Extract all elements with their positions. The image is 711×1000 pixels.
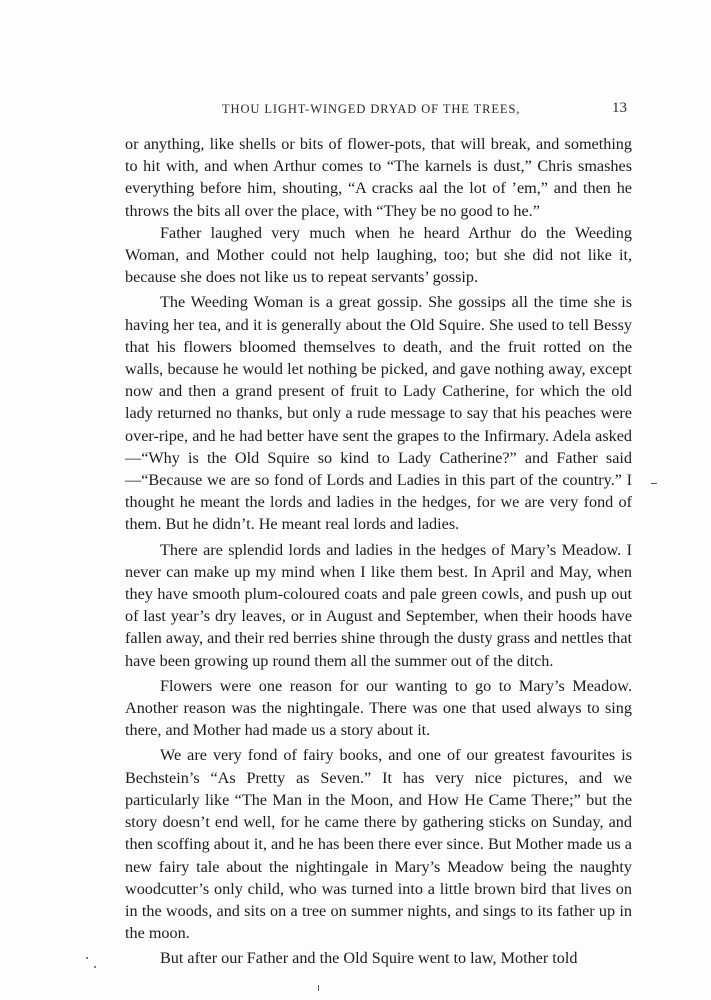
paragraph-1: or anything, like shells or bits of flower-pots, that will break, and something to hit with, and when Arthur comes to “The karnels is dust,” Chris smashes everything before him, shouting, “A cracks aal the lot of ’em,” and then he throws the bits all over the place, with “They be no good to he.”	[125, 135, 632, 220]
body-text	[125, 133, 632, 970]
speck-mark	[318, 985, 319, 991]
paragraph-2: Father laughed very much when he heard Arthur do the Weeding Woman, and Mother could not help laughing, too; but she did not like it, because she does not like us to repeat servants’ gossip.	[125, 223, 632, 287]
paragraph-7: But after our Father and the Old Squire went to law, Mother told	[160, 949, 578, 968]
paragraph-6: We are very fond of fairy books, and one of our greatest favourites is Bechstein’s “As Pretty as Seven.” It has very nice pictures, and we particularly like “The Man in the Moon, and How He Came There;” but the story doesn’t end well, for he came there by gathering sticks on Sunday, and then scoffing about it, and he has been there ever since. But Mother made us a new fairy tale about the nightingale in Mary’s Meadow being the naughty woodcutter’s only child, who was turned into a little brown bird that lives on in the woods, and sits on a tree on summer nights, and sings to its father up in the moon.	[125, 746, 632, 943]
speck-mark	[86, 957, 88, 959]
page-number: 13	[612, 100, 627, 116]
paragraph-5: Flowers were one reason for our wanting to go to Mary’s Meadow. Another reason was the nightingale. There was one that used always to sing there, and Mother had made us a story about it.	[125, 676, 632, 740]
paragraph-4: There are splendid lords and ladies in the hedges of Mary’s Meadow. I never can make up my mind when I like them best. In April and May, when they have smooth plum-coloured coats and pale green cowls, and push up out of last year’s dry leaves, or in August and September, when their hoods have fallen away, and their red berries shine through the dusty grass and nettles that have been growing up round them all the summer out of the ditch.	[125, 540, 632, 670]
margin-mark	[651, 483, 657, 484]
speck-mark	[94, 966, 96, 968]
running-head-title: THOU LIGHT-WINGED DRYAD OF THE TREES,	[222, 102, 521, 116]
paragraph-3: The Weeding Woman is a great gossip. She gossips all the time she is having her tea, and it is generally about the Old Squire. She used to tell Bessy that his flowers bloomed themselves to death, and the fruit rotted on the walls, because he would let nothing be picked, and gave nothing away, except now and then a grand present of fruit to Lady Catherine, for which the old lady returned no thanks, but only a rude message to say that his peaches were over-ripe, and he had better have sent the grapes to the Infirmary. Adela asked—“Why is the Old Squire so kind to Lady Catherine?” and Father said—“Because we are so fond of Lords and Ladies in this part of the country.” I thought he meant the lords and ladies in the hedges, for we are very fond of them. But he didn’t. He meant real lords and ladies.	[125, 293, 632, 534]
